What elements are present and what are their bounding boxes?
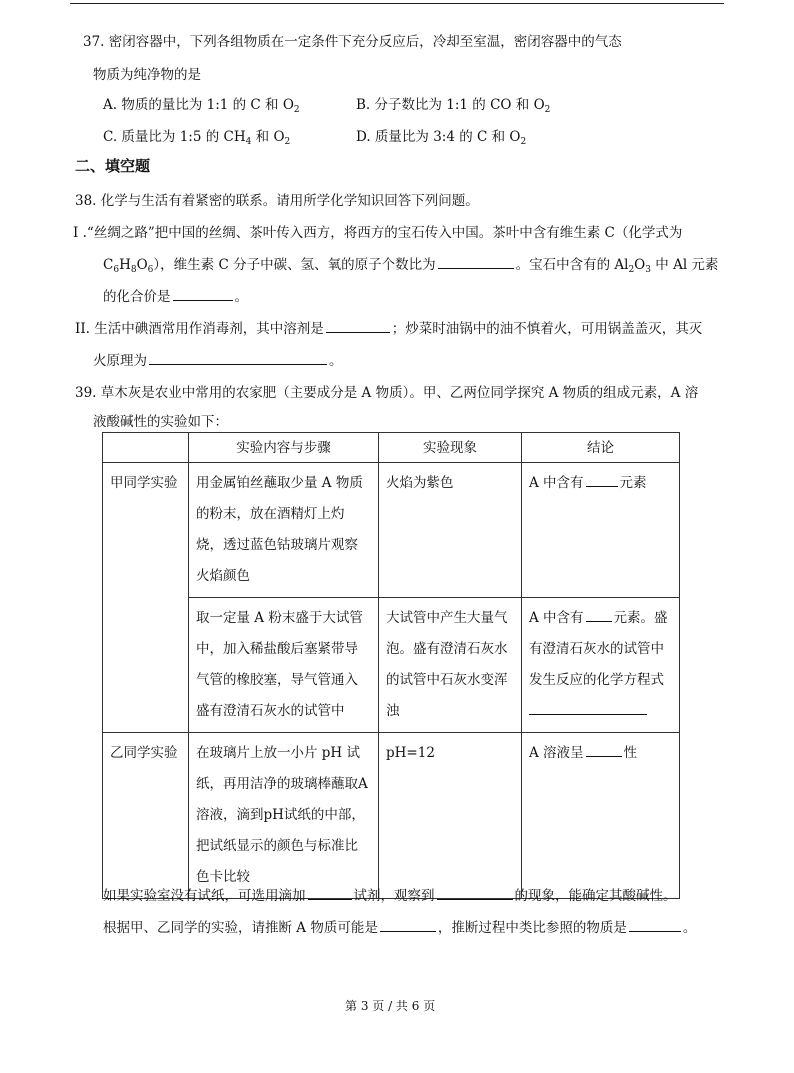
subscript: 4: [245, 137, 252, 147]
subscript: 2: [520, 137, 527, 147]
q38-stem: 38. 化学与生活有着紧密的联系。请用所学化学知识回答下列问题。: [75, 193, 479, 209]
q39-stem-line1: 39. 草木灰是农业中常用的农家肥（主要成分是 A 物质）。甲、乙两位同学探究 A 物质的组成元素，A 溶: [75, 385, 699, 401]
q39-after-line1: [103, 884, 677, 904]
row-label-text: 乙同学实验: [110, 745, 178, 761]
q39-after-line2: [103, 916, 696, 936]
q38-part1-line2: [103, 253, 718, 273]
steps-cell: 在玻璃片上放一小片 pH 试纸，再用洁净的玻璃棒蘸取A溶液，滴到pH试纸的中部，把试纸显示的颜色与标准比色卡比较: [189, 733, 379, 899]
q39-after-text-2: 试剂，观察到: [353, 888, 435, 904]
q39-after-text: 如果实验室没有试纸，可选用滴加: [103, 888, 306, 904]
answer-blank-solvent[interactable]: [326, 320, 390, 333]
q37-option-c-text: C. 质量比为 1:5 的 CH: [103, 129, 246, 145]
q37-option-b-text: B. 分子数比为 1:1 的 CO 和 O: [356, 97, 545, 113]
answer-blank-equation[interactable]: [529, 702, 647, 715]
q39-stem-line2: 液酸碱性的实验如下：: [93, 414, 228, 430]
conclusion-cell: [522, 733, 680, 899]
q38-part1-text-4: 的化合价是: [103, 289, 171, 305]
q38-part2-text-2: ；炒菜时油锅中的油不慎着火，可用锅盖盖灭，其灭: [391, 321, 703, 337]
conclusion-text: A 溶液呈: [529, 745, 584, 761]
table-header-cell: [103, 433, 189, 463]
q37-option-b[interactable]: [356, 93, 550, 113]
page-footer: 第 3 页 / 共 6 页: [345, 999, 436, 1013]
q38-part1-text-2: 。宝石中含有的 Al: [515, 257, 629, 273]
steps-cell: 取一定量 A 粉末盛于大试管中，加入稀盐酸后塞紧带导气管的橡胶塞，导气管通入盛有澄清石灰水的试管中: [189, 598, 379, 733]
answer-blank-element-2[interactable]: [586, 609, 612, 622]
answer-blank-valence[interactable]: [173, 288, 233, 301]
subscript: 2: [293, 105, 300, 115]
punctuation: 。: [682, 920, 697, 936]
q38-part2-line1: [75, 317, 702, 337]
subscript: 6: [113, 265, 120, 275]
steps-cell: 用金属铂丝蘸取少量 A 物质的粉末，放在酒精灯上灼烧，透过蓝色钴玻璃片观察火焰颜色: [189, 463, 379, 598]
q37-stem-line2: 物质为纯净物的是: [93, 67, 201, 83]
formula-part: O: [136, 257, 148, 273]
q37-option-d[interactable]: [356, 125, 526, 145]
q38-part1-line3: [103, 285, 248, 305]
q39-after-text-3: 的现象，能确定其酸碱性。: [514, 888, 677, 904]
phenomenon-cell: pH=12: [379, 733, 522, 899]
q37-option-d-text: D. 质量比为 3:4 的 C 和 O: [356, 129, 521, 145]
q38-part1-line1: I .“丝绸之路”把中国的丝绸、茶叶传入西方，将西方的宝石传入中国。茶叶中含有维生素 C（化学式为: [73, 225, 683, 241]
answer-blank-atom-ratio[interactable]: [438, 256, 514, 269]
subscript: 2: [284, 137, 291, 147]
conclusion-text-2: 元素: [619, 475, 647, 491]
answer-blank-principle[interactable]: [149, 352, 327, 365]
q39-after-text-4: 根据甲、乙同学的实验，请推断 A 物质可能是: [103, 920, 378, 936]
formula-part: C: [103, 257, 114, 273]
section-title: 二、填空题: [75, 157, 151, 175]
q37-option-a-text: A. 物质的量比为 1:1 的 C 和 O: [103, 97, 294, 113]
conclusion-text: A 中含有: [529, 475, 584, 491]
table-header-cell: 结论: [522, 433, 680, 463]
row-label-jia: [103, 463, 189, 733]
formula-part: H: [119, 257, 131, 273]
formula-part: O: [634, 257, 646, 273]
answer-blank-element-1[interactable]: [586, 474, 618, 487]
answer-blank-reference[interactable]: [629, 919, 681, 932]
q37-option-c-text-2: 和 O: [251, 129, 285, 145]
answer-blank-acidity[interactable]: [586, 744, 622, 757]
answer-blank-observation[interactable]: [437, 887, 513, 900]
row-label-text: 甲同学实验: [110, 475, 178, 491]
row-label-yi: [103, 733, 189, 899]
table-row: [103, 598, 680, 733]
conclusion-text: A 中含有: [529, 610, 584, 626]
q38-part2-text: II. 生活中碘酒常用作消毒剂，其中溶剂是: [75, 321, 324, 337]
q37-option-a[interactable]: [103, 93, 300, 113]
q38-part1-text-3: 中 Al 元素: [650, 257, 719, 273]
phenomenon-cell: 火焰为紫色: [379, 463, 522, 598]
conclusion-text-2: 性: [623, 745, 638, 761]
answer-blank-substance[interactable]: [380, 919, 436, 932]
q38-part2-text-3: 火原理为: [93, 353, 147, 369]
subscript: 3: [645, 265, 651, 275]
punctuation: 。: [234, 289, 248, 305]
table-row: [103, 463, 680, 598]
table-header-cell: 实验内容与步骤: [189, 433, 379, 463]
subscript: 8: [130, 265, 137, 275]
table-header-cell: 实验现象: [379, 433, 522, 463]
conclusion-cell: [522, 463, 680, 598]
q37-stem-line1: 37. 密闭容器中，下列各组物质在一定条件下充分反应后，冷却至室温，密闭容器中的气态: [83, 34, 622, 50]
table-row: [103, 733, 680, 899]
phenomenon-cell: 大试管中产生大量气泡。盛有澄清石灰水的试管中石灰水变浑浊: [379, 598, 522, 733]
table-header-row: [103, 433, 680, 463]
subscript: 2: [628, 265, 635, 275]
subscript: 6: [147, 265, 154, 275]
conclusion-cell: [522, 598, 680, 733]
q38-part1-text: ），维生素 C 分子中碳、氢、氧的原子个数比为: [153, 257, 436, 273]
answer-blank-reagent[interactable]: [308, 887, 352, 900]
punctuation: 。: [329, 353, 343, 369]
subscript: 2: [544, 105, 551, 115]
page-top-rule: [70, 3, 724, 4]
experiment-table: [102, 432, 680, 899]
q37-option-c[interactable]: [103, 125, 290, 145]
q39-after-text-5: ，推断过程中类比参照的物质是: [437, 920, 627, 936]
conclusion-text-2: 元素。盛有澄清石灰水的试管中发生反应的化学方程式: [529, 610, 668, 688]
q38-part2-line2: [93, 349, 343, 369]
